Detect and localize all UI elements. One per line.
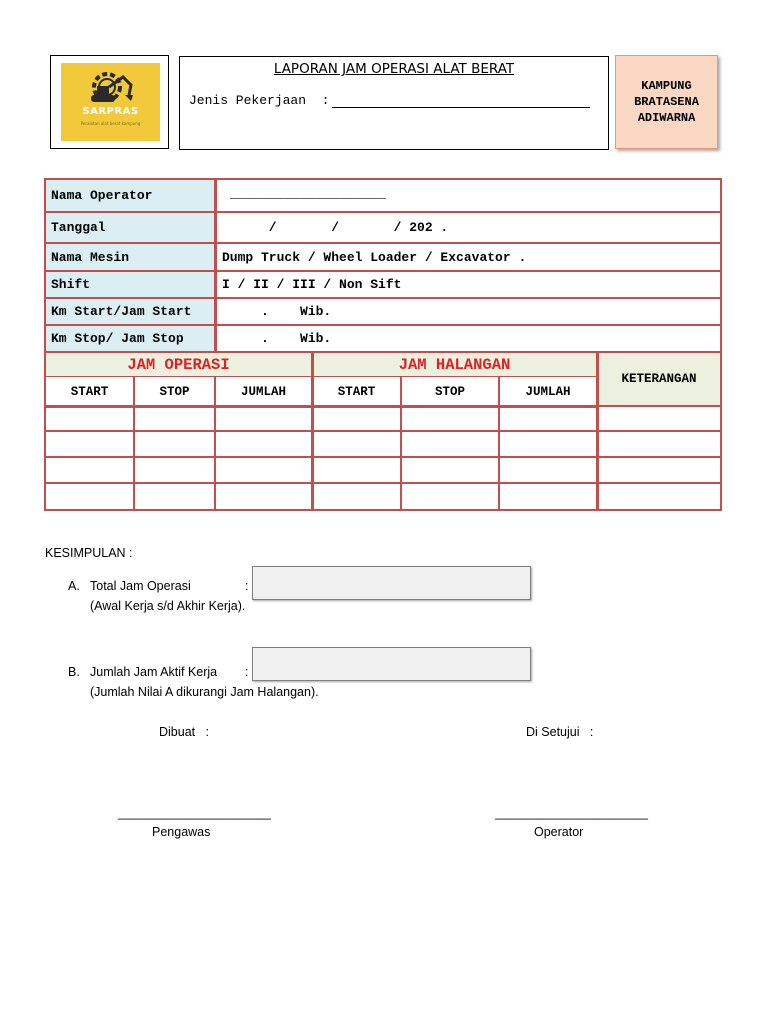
approved-by-caption: Di Setujui : — [526, 725, 594, 739]
left-signature-role: Pengawas — [152, 825, 211, 839]
section-keterangan: KETERANGAN — [598, 353, 720, 405]
label-km-start: Km Start/Jam Start — [46, 299, 214, 324]
logo-frame — [50, 55, 169, 149]
made-by-caption: Dibuat : — [159, 725, 210, 739]
summary-heading: KESIMPULAN : — [45, 546, 133, 560]
excavator-gear-icon — [85, 71, 137, 107]
item-b-marker: B. — [68, 665, 80, 679]
section-jam-halangan: JAM HALANGAN — [313, 353, 596, 376]
grid-line — [214, 178, 217, 353]
grid-line — [44, 270, 722, 272]
value-machine[interactable]: Dump Truck / Wheel Loader / Excavator . — [222, 249, 527, 265]
sarpras-logo — [61, 63, 160, 141]
right-signature-role: Operator — [534, 825, 584, 839]
job-type-label: Jenis Pekerjaan : — [189, 93, 330, 108]
left-signature-line[interactable]: ______________________ — [118, 806, 271, 820]
value-date[interactable]: / / / 202 . — [222, 220, 449, 235]
col-op-jumlah: JUMLAH — [240, 384, 286, 399]
item-b-label: Jumlah Jam Aktif Kerja — [90, 665, 218, 679]
label-shift: Shift — [46, 272, 214, 297]
col-op-start: START — [70, 384, 109, 399]
grid-line — [44, 297, 722, 299]
grid-line — [44, 324, 722, 326]
item-a-marker: A. — [68, 579, 80, 593]
item-b-note: (Jumlah Nilai A dikurangi Jam Halangan). — [90, 685, 319, 699]
job-type-field[interactable] — [332, 107, 590, 108]
label-machine: Nama Mesin — [46, 244, 214, 270]
hours-entry-area[interactable] — [46, 407, 720, 509]
right-signature-line[interactable]: ______________________ — [495, 806, 648, 820]
village-line-1: KAMPUNG — [641, 79, 692, 93]
logo-brand-text: SARPRAS — [82, 106, 139, 117]
label-km-stop: Km Stop/ Jam Stop — [46, 326, 214, 351]
item-a-label: Total Jam Operasi — [90, 579, 191, 593]
jam-aktif-kerja-field[interactable] — [252, 647, 531, 681]
label-date: Tanggal — [46, 213, 214, 242]
grid-line — [44, 376, 598, 377]
label-operator-name: Nama Operator — [46, 180, 214, 211]
section-jam-operasi: JAM OPERASI — [46, 353, 311, 376]
value-km-start[interactable]: . Wib. — [222, 304, 332, 319]
item-a-note: (Awal Kerja s/d Akhir Kerja). — [90, 599, 246, 613]
col-hal-jumlah: JUMLAH — [525, 384, 571, 399]
value-operator-name[interactable]: ____________________ — [230, 186, 387, 201]
logo-tagline: Peralatan alat berat kampung — [80, 121, 141, 126]
grid-line — [44, 211, 722, 213]
value-shift[interactable]: I / II / III / Non Sift — [222, 277, 402, 292]
item-b-colon: : — [245, 665, 249, 679]
item-a-colon: : — [245, 579, 249, 593]
total-jam-operasi-field[interactable] — [252, 566, 531, 600]
village-badge — [615, 55, 718, 149]
grid-line — [44, 242, 722, 244]
value-km-stop[interactable]: . Wib. — [222, 331, 332, 346]
col-op-stop: STOP — [159, 384, 190, 399]
col-hal-stop: STOP — [434, 384, 465, 399]
village-line-3: ADIWARNA — [637, 111, 696, 125]
village-line-2: BRATASENA — [634, 95, 699, 109]
grid-line — [44, 351, 722, 353]
col-hal-start: START — [337, 384, 376, 399]
title-box — [179, 56, 609, 150]
report-title: LAPORAN JAM OPERASI ALAT BERAT — [273, 61, 515, 77]
